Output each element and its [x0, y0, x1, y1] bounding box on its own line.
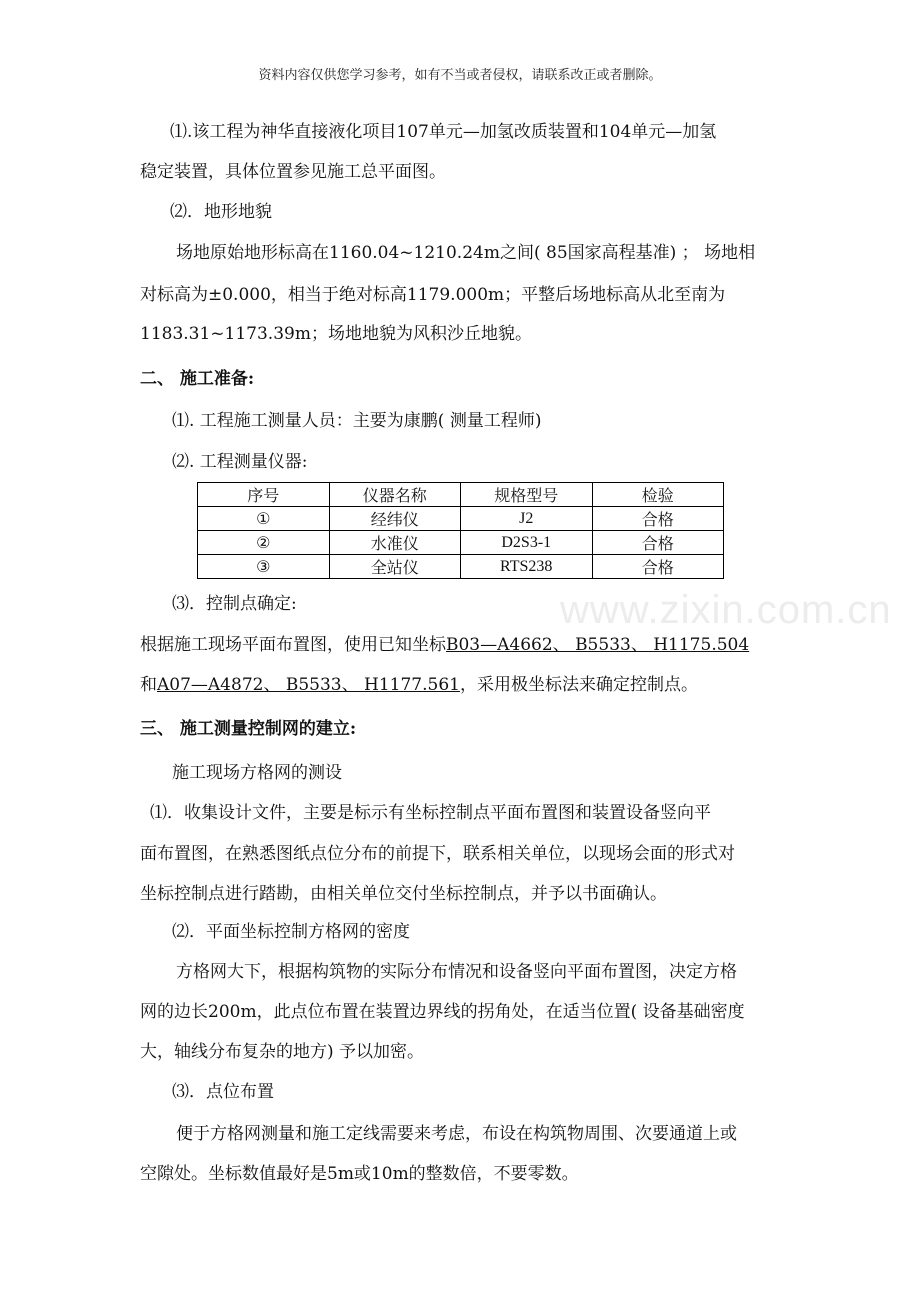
table-row: [198, 531, 724, 555]
table-header-row: [198, 483, 724, 507]
paragraph-line: [140, 633, 790, 657]
table-cell: ②: [198, 531, 330, 555]
paragraph-line: 坐标控制点进行踏勘，由相关单位交付坐标控制点，并予以书面确认。: [140, 884, 667, 904]
paragraph-line: 网的边长200m，此点位布置在装置边界线的拐角处，在适当位置( 设备基础密度: [140, 1002, 745, 1022]
coordinate-text: B03—A4662、 B5533、 H1175.504: [446, 635, 750, 655]
section-title: 三、 施工测量控制网的建立:: [140, 719, 357, 739]
text-span: 根据施工现场平面布置图，使用已知坐标: [140, 635, 446, 655]
subheading: ⑵．平面坐标控制方格网的密度: [172, 922, 410, 942]
subheading: 施工现场方格网的测设: [172, 763, 342, 783]
text-span: 和: [140, 675, 157, 695]
table-cell: 经纬仪: [329, 507, 461, 531]
coordinate-text: A07—A4872、 B5533、 H1177.561: [157, 675, 460, 695]
table-cell: 合格: [592, 531, 724, 555]
paragraph-line: 对标高为±0.000，相当于绝对标高1179.000m；平整后场地标高从北至南为: [140, 285, 726, 305]
table-row: [198, 507, 724, 531]
table-cell: D2S3-1: [461, 531, 593, 555]
table-header: 仪器名称: [329, 483, 461, 507]
table-cell: 水准仪: [329, 531, 461, 555]
watermark: www.zixin.com.cn: [560, 588, 892, 632]
table-cell: 合格: [592, 555, 724, 579]
paragraph-line: ⑴.该工程为神华直接液化项目107单元—加氢改质装置和104单元—加氢: [170, 122, 717, 142]
table-header: 序号: [198, 483, 330, 507]
table-cell: 合格: [592, 507, 724, 531]
paragraph-line: 1183.31~1173.39m；场地地貌为风积沙丘地貌。: [140, 324, 532, 344]
subheading: ⑶．点位布置: [172, 1082, 274, 1102]
table-row: [198, 555, 724, 579]
table-cell: 全站仪: [329, 555, 461, 579]
list-item: ⑴. 工程施工测量人员：主要为康鹏( 测量工程师): [172, 411, 542, 431]
paragraph-line: [140, 673, 790, 697]
table-cell: J2: [461, 507, 593, 531]
table-cell: ①: [198, 507, 330, 531]
paragraph-line: 场地原始地形标高在1160.04~1210.24m之间( 85国家高程基准) ； 场地相: [176, 243, 756, 263]
paragraph-line: 面布置图，在熟悉图纸点位分布的前提下，联系相关单位，以现场会面的形式对: [140, 844, 735, 864]
paragraph-line: 稳定装置，具体位置参见施工总平面图。: [140, 162, 446, 182]
paragraph-line: 便于方格网测量和施工定线需要来考虑，布设在构筑物周围、次要通道上或: [176, 1124, 737, 1144]
table-header: 规格型号: [461, 483, 593, 507]
list-item: ⑵. 工程测量仪器:: [172, 452, 308, 472]
table-cell: ③: [198, 555, 330, 579]
table-header: 检验: [592, 483, 724, 507]
section-title: 二、 施工准备:: [140, 369, 255, 389]
header-notice: 资料内容仅供您学习参考，如有不当或者侵权，请联系改正或者删除。: [258, 68, 662, 83]
instrument-table: [197, 482, 724, 579]
subheading: ⑵．地形地貌: [170, 202, 272, 222]
table-cell: RTS238: [461, 555, 593, 579]
paragraph-line: 大，轴线分布复杂的地方) 予以加密。: [140, 1042, 425, 1062]
paragraph-line: ⑴．收集设计文件，主要是标示有坐标控制点平面布置图和装置设备竖向平: [150, 803, 711, 823]
paragraph-line: 空隙处。坐标数值最好是5m或10m的整数倍，不要零数。: [140, 1164, 579, 1184]
paragraph-line: 方格网大下，根据构筑物的实际分布情况和设备竖向平面布置图，决定方格: [176, 962, 737, 982]
text-span: ，采用极坐标法来确定控制点。: [459, 675, 698, 695]
subheading: ⑶．控制点确定:: [172, 594, 297, 614]
